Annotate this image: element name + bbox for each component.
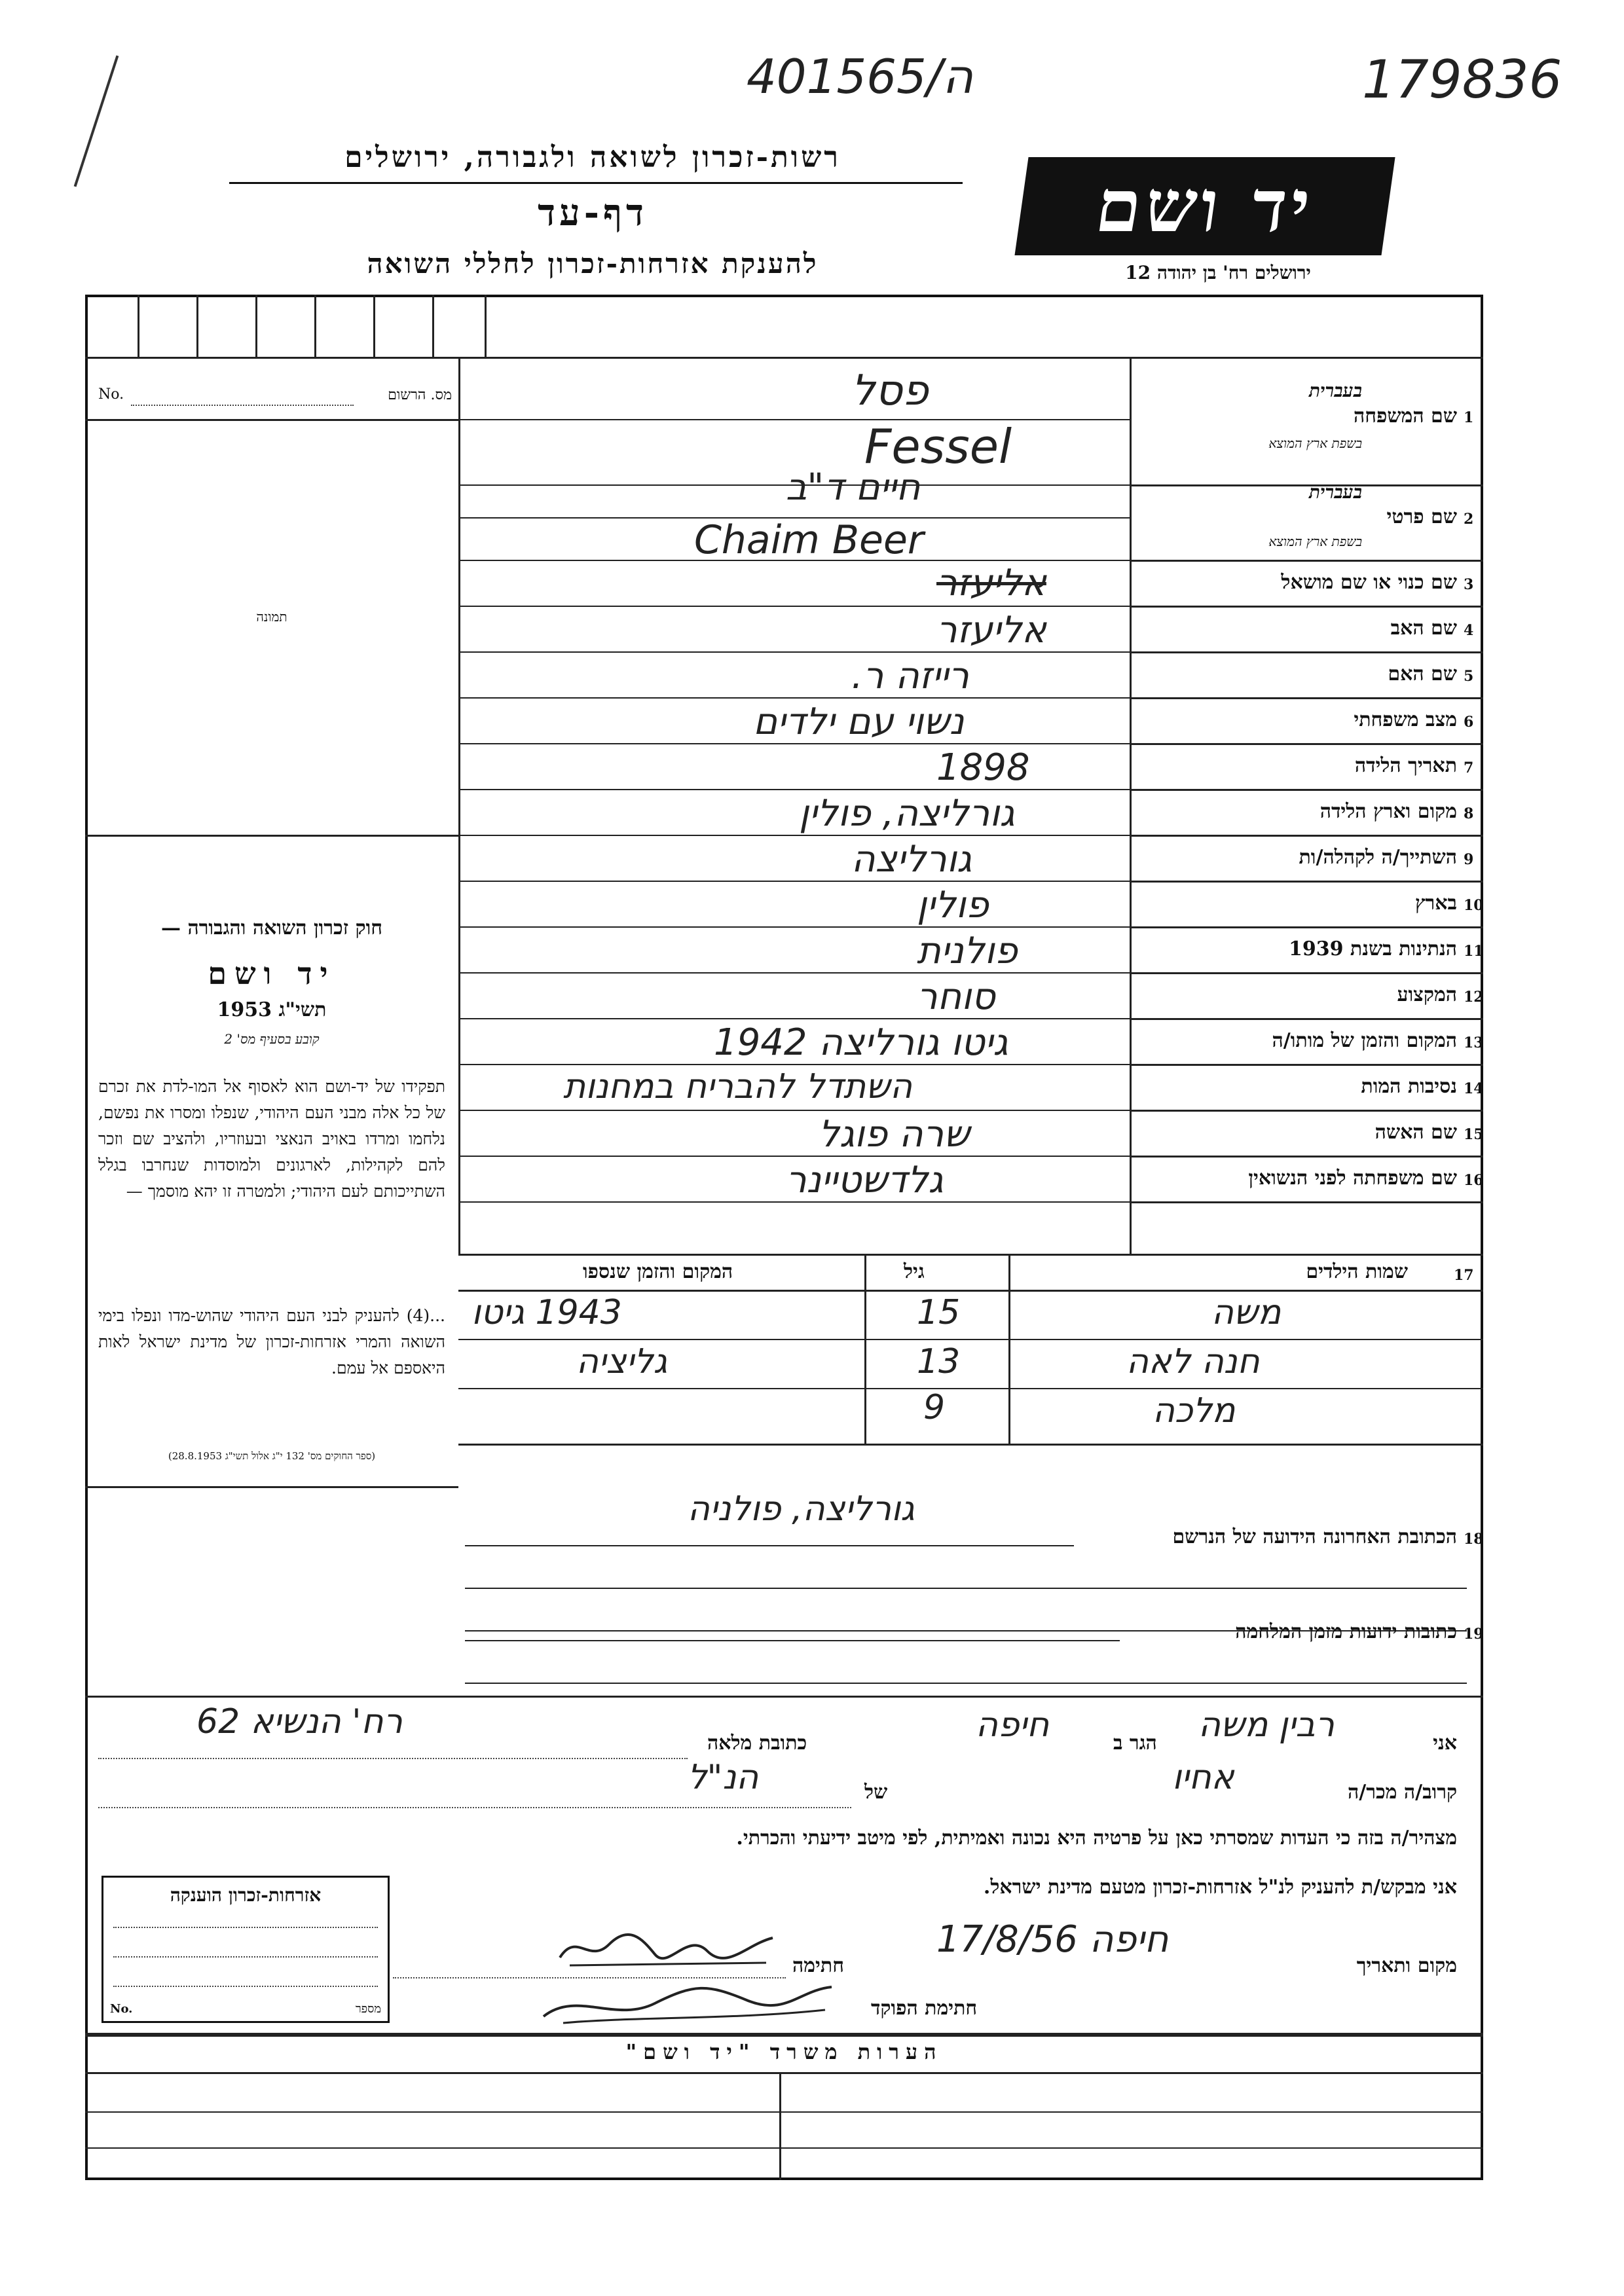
children-header-line xyxy=(458,1254,1483,1256)
field-number: 3 xyxy=(1464,576,1474,593)
row-line xyxy=(1130,651,1483,653)
address-line xyxy=(465,1640,1120,1641)
child-place-time: גליציה xyxy=(576,1342,668,1381)
field-number: 16 xyxy=(1464,1172,1484,1189)
value-line xyxy=(458,419,1130,420)
field-number: 17 xyxy=(1454,1267,1474,1284)
row-line xyxy=(1130,881,1483,883)
office-notes-top xyxy=(85,2033,1483,2037)
field-label-wife-name: שם האשה xyxy=(1375,1121,1457,1144)
row-line xyxy=(1130,1018,1483,1020)
first-name-hebrew-value: חיים ד"ב xyxy=(786,466,921,509)
signature-scribble-icon xyxy=(557,1925,779,1971)
value-line xyxy=(458,651,1130,653)
law-source: (ספר החוקים מס' 132 י"ג אלול תשי"ג 28.8.1953) xyxy=(168,1450,376,1462)
field-number: 5 xyxy=(1464,668,1474,685)
left-column-bottom xyxy=(85,1486,458,1488)
field-number: 11 xyxy=(1464,943,1484,960)
child-age: 13 xyxy=(917,1342,961,1381)
field-label-community: השתייך/ה לקהלה/ות xyxy=(1299,846,1457,869)
row-line xyxy=(1130,1201,1483,1203)
value-line xyxy=(458,1018,1130,1019)
field-number: 13 xyxy=(1464,1034,1484,1051)
field-label-surname: שם המשפחה xyxy=(1353,405,1457,428)
field-number: 1 xyxy=(1464,409,1474,426)
top-strip-line xyxy=(85,357,1483,359)
marital-status-value: נשוי עם ילדים xyxy=(753,701,965,743)
row-line xyxy=(1130,789,1483,791)
address-line xyxy=(465,1588,1467,1589)
field-label-country: בארץ xyxy=(1414,892,1457,915)
field-label-birth-place: מקום וארץ הלידה xyxy=(1320,800,1457,823)
decl-place-date-value: חיפה 17/8/56 xyxy=(936,1918,1169,1961)
decl-lives-value: חיפה xyxy=(976,1705,1050,1745)
tick xyxy=(255,295,257,357)
photo-divider xyxy=(85,835,458,837)
law-text-1: תפקידו של יד-ושם הוא לאסוף אל המו-לדת את זכרם של כל אלה מבני העם היהודי, שנפלו ומסרו את נפשם, נלחמו ומרדו באויב הנאצי ובעוזריו, ולהציב שם וזכר להם לקהילות, לארגונים ולמוסדות שנחרבו בגלל השתייכותם לעם היהודי; ולמטרה זו יהא מוסמך — xyxy=(98,1077,445,1201)
children-col-names: שמות הילדים xyxy=(1306,1260,1408,1283)
value-line xyxy=(458,972,1130,974)
logo-text: יד ושם xyxy=(1090,164,1320,248)
address-line xyxy=(465,1545,1074,1546)
child-name: מלכה xyxy=(1153,1391,1236,1430)
field-label-death-circumstances: נסיבות המות xyxy=(1361,1075,1457,1098)
row-line xyxy=(1130,743,1483,745)
value-line xyxy=(458,1110,1130,1111)
value-line xyxy=(458,697,1130,699)
field-label-death-place-time: המקום והזמן של מותו/ה xyxy=(1272,1029,1457,1052)
decl-address-label: כתובת מלאה xyxy=(707,1732,807,1755)
field-number: 12 xyxy=(1464,989,1484,1006)
decl-relative-value: אחיו xyxy=(1172,1758,1234,1797)
profession-value: סוחר xyxy=(917,975,995,1018)
child-name: משה xyxy=(1211,1293,1282,1332)
margin-mark xyxy=(74,56,119,187)
award-box-title: אזרחות-זכרון הוענקה xyxy=(170,1884,322,1906)
reg-number-divider xyxy=(85,419,458,421)
birth-date-value: 1898 xyxy=(936,746,1030,789)
nationality-value: פולנית xyxy=(917,930,1018,972)
authority-underline xyxy=(229,182,963,184)
field-number: 18 xyxy=(1464,1531,1484,1548)
row-line xyxy=(1130,972,1483,974)
office-notes-line xyxy=(85,2147,1483,2149)
field-sub-hebrew: בעברית xyxy=(1308,380,1362,401)
office-notes-divider xyxy=(779,2072,781,2180)
field-label-profession: המקצוע xyxy=(1397,983,1457,1006)
row-line xyxy=(1130,1156,1483,1157)
value-line xyxy=(458,606,1130,607)
award-number-prefix: No. xyxy=(110,2002,133,2016)
field-label-father: שם האב xyxy=(1390,617,1457,640)
field-number: 10 xyxy=(1464,897,1484,914)
law-clause: קובע בסעיף מס' 2 xyxy=(224,1031,320,1047)
field-label-wife-maiden-name: שם משפחתה לפני הנשואין xyxy=(1248,1167,1457,1190)
law-title: חוק זכרון השואה והגבורה — xyxy=(161,917,382,939)
row-line xyxy=(1130,606,1483,608)
decl-place-date-label: מקום ותאריך xyxy=(1356,1954,1457,1977)
office-notes-line xyxy=(85,2111,1483,2113)
reg-number-label: מס. הרשום xyxy=(388,387,452,403)
decl-lives-label: הגר ב xyxy=(1113,1732,1157,1755)
decl-address-value: רח' הנשיא 62 xyxy=(196,1702,403,1741)
wife-maiden-name-value: גלדשטיינר xyxy=(786,1159,944,1201)
photo-label: תמונה xyxy=(256,609,287,625)
archive-number: 401565/ה xyxy=(747,49,974,104)
last-address-label: הכתובת האחרונה הידועה של הנרשם xyxy=(1172,1525,1457,1548)
decl-statement-1: מצהיר/ה בזה כי העדות שמסרתי כאן על פרטיה היא נכונה ואמיתית, לפי מיטב ידיעתי והכרתי. xyxy=(736,1827,1457,1850)
declaration-top-line xyxy=(85,1696,1483,1698)
birth-place-value: גורליצה, פולין xyxy=(799,792,1015,835)
surname-hebrew-value: פסל xyxy=(851,367,929,415)
tick xyxy=(314,295,316,357)
law-name: יד ושם xyxy=(208,956,336,991)
tick xyxy=(373,295,375,357)
field-number: 8 xyxy=(1464,805,1474,822)
value-line xyxy=(458,743,1130,744)
alias-value: אליעזר xyxy=(936,562,1046,604)
left-column-divider xyxy=(458,357,460,1254)
value-line xyxy=(458,835,1130,836)
row-line xyxy=(1130,1110,1483,1112)
field-sub-hebrew: בעברית xyxy=(1308,481,1362,503)
children-bottom-line xyxy=(458,1444,1483,1446)
child-age: 9 xyxy=(923,1388,946,1427)
field-label-birth-date: תאריך הלידה xyxy=(1354,754,1457,777)
wife-name-value: שרה פוגל xyxy=(819,1113,970,1156)
yad-vashem-logo xyxy=(1014,157,1395,255)
children-col-divider xyxy=(1008,1254,1010,1444)
law-text-2: ...(4) להעניק לבני העם היהודי שהוש-מדו ונפלו בימי השואה והמרי אזרחות-זכרון של מדינת ישראל לאות היאספם אל עמם. xyxy=(98,1306,445,1377)
field-label-alias: שם כנוי או שם מושאל xyxy=(1281,571,1457,594)
row-line xyxy=(1130,926,1483,928)
authority-name: רשות-זכרון לשואה ולגבורה, ירושלים xyxy=(344,141,841,174)
father-value: אליעזר xyxy=(936,609,1046,651)
children-header-underline xyxy=(458,1290,1483,1292)
decl-dotted-line xyxy=(98,1758,688,1759)
field-number: 6 xyxy=(1464,714,1474,731)
child-name: חנה לאה xyxy=(1126,1342,1260,1381)
wartime-address-label: כתובות ידועות מזמן המלחמה xyxy=(1235,1620,1457,1643)
field-number: 15 xyxy=(1464,1126,1484,1143)
reg-number-line xyxy=(131,405,354,406)
officer-signature-label: חתימת הפוקד xyxy=(871,1997,978,2020)
children-row-line xyxy=(458,1339,1483,1340)
tick xyxy=(485,295,487,357)
last-address-value: גורליצה, פולניה xyxy=(688,1489,915,1529)
children-col-divider xyxy=(864,1254,866,1444)
value-line xyxy=(458,1156,1130,1157)
child-place-time: 1943 גיטו xyxy=(471,1293,622,1332)
death-place-time-value: גיטו גורליצה 1942 xyxy=(714,1021,1008,1064)
reg-number-prefix: No. xyxy=(98,386,124,403)
field-label-mother: שם האם xyxy=(1388,663,1457,685)
row-line xyxy=(1130,560,1483,562)
child-age: 15 xyxy=(917,1293,961,1332)
decl-statement-2: אני מבקש/ת להעניק לנ"ל אזרחות-זכרון מטעם מדינת ישראל. xyxy=(983,1876,1457,1899)
value-line xyxy=(458,1064,1130,1065)
value-line xyxy=(458,926,1130,928)
decl-of-value: הנ"ל xyxy=(688,1758,759,1797)
country-value: פולין xyxy=(917,884,989,926)
page-number: 179836 xyxy=(1362,49,1562,110)
mother-value: רייזה ר. xyxy=(851,655,969,697)
children-col-place: המקום והזמן שנספו xyxy=(583,1260,733,1283)
law-year: תשי"ג 1953 xyxy=(217,998,327,1021)
children-col-age: גיל xyxy=(904,1260,925,1283)
death-circumstances-value: השתדל להבריח במחנות xyxy=(563,1067,913,1106)
children-row-line xyxy=(458,1388,1483,1389)
decl-signature-label: חתימה xyxy=(792,1954,844,1977)
tick xyxy=(196,295,198,357)
officer-signature xyxy=(537,1977,838,2030)
value-line xyxy=(458,789,1130,790)
row-line xyxy=(1130,835,1483,837)
form-title: דף-עד xyxy=(538,191,648,234)
office-notes-header-line xyxy=(85,2072,1483,2074)
field-label-nationality: הנתינות בשנת 1939 xyxy=(1288,938,1457,960)
row-line xyxy=(1130,484,1483,486)
row-line xyxy=(1130,1064,1483,1066)
tick xyxy=(138,295,139,357)
address-line xyxy=(465,1683,1467,1684)
office-address: ירושלים רח' בן יהודה 12 xyxy=(1125,262,1311,283)
field-label-first-name: שם פרטי xyxy=(1386,505,1457,528)
decl-relative-label: קרוב/ה מכר/ה xyxy=(1348,1781,1457,1804)
field-number: 9 xyxy=(1464,851,1474,868)
witness-signature xyxy=(557,1925,779,1971)
value-line xyxy=(458,881,1130,882)
tick xyxy=(432,295,434,357)
field-number: 4 xyxy=(1464,622,1474,639)
first-name-native-value: Chaim Beer xyxy=(694,517,924,563)
community-value: גורליצה xyxy=(851,838,972,881)
signature-scribble-icon xyxy=(537,1977,838,2030)
label-column-divider xyxy=(1130,357,1132,1254)
value-line xyxy=(458,1201,1130,1203)
award-box xyxy=(101,1876,390,2023)
decl-i-label: אני xyxy=(1433,1732,1457,1755)
office-notes-title: הערות משרד "יד ושם" xyxy=(625,2039,943,2064)
field-number: 2 xyxy=(1464,511,1474,528)
field-number: 7 xyxy=(1464,759,1474,776)
reg-number xyxy=(98,386,452,403)
decl-of-label: של xyxy=(864,1781,888,1804)
field-sub-native: בשפת ארץ המוצא xyxy=(1268,435,1362,451)
surname-native-value: Fessel xyxy=(864,419,1012,474)
field-number: 19 xyxy=(1464,1626,1484,1643)
award-number-label: מספר xyxy=(355,2002,381,2016)
field-number: 14 xyxy=(1464,1080,1484,1097)
field-sub-native: בשפת ארץ המוצא xyxy=(1268,534,1362,549)
decl-dotted-line xyxy=(98,1807,851,1808)
decl-i-value: רבין משה xyxy=(1198,1705,1335,1745)
form-subtitle: להענקת אזרחות-זכרון לחללי השואה xyxy=(367,247,819,280)
field-label-marital-status: מצב משפחתי xyxy=(1354,708,1457,731)
row-line xyxy=(1130,697,1483,699)
